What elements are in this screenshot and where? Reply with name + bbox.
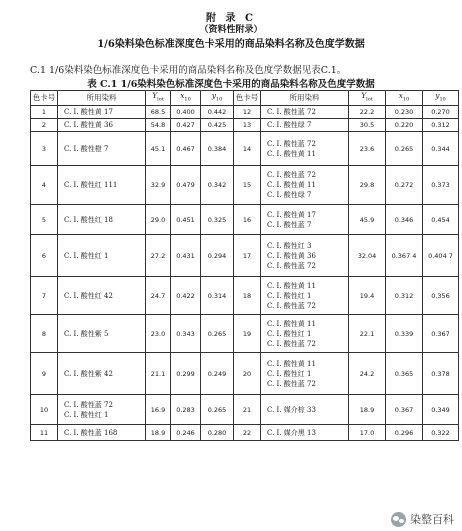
y10-value-cell: 0.373 xyxy=(423,166,459,205)
card-no-cell: 11 xyxy=(31,425,58,441)
dye-name: C. I. 酸性蓝 72 xyxy=(267,171,316,179)
table-row xyxy=(31,353,459,395)
watermark xyxy=(391,511,454,527)
y10-value-cell: 0.265 xyxy=(201,395,234,425)
x10-value-cell: 0.296 xyxy=(386,425,423,441)
header-y10-2: $y_{10}$ xyxy=(423,91,459,106)
y10-value-cell: 0.442 xyxy=(201,106,234,119)
y10-value-cell: 0.249 xyxy=(201,353,234,395)
y10-value-cell: 0.265 xyxy=(201,315,234,353)
dye-name: C. I. 酸性蓝 72 xyxy=(267,139,316,148)
dye-cell xyxy=(58,315,146,353)
x10-value-cell: 0.265 xyxy=(386,132,423,166)
Y-value-cell: 27.2 xyxy=(146,235,171,277)
x10-value-cell: 0.346 xyxy=(386,205,423,235)
dye-name: C. I. 酸性蓝 72 xyxy=(267,261,316,270)
dye-cell xyxy=(58,132,146,166)
card-no-cell: 9 xyxy=(31,353,58,395)
Y-value-cell: 22.1 xyxy=(349,315,386,353)
Y-value-cell: 32.9 xyxy=(146,166,171,205)
dye-name: C. I. 酸性黄 11 xyxy=(267,149,316,158)
dye-cell xyxy=(261,315,349,353)
header-dye: 所用染料 xyxy=(58,91,146,106)
x10-value-cell: 0.230 xyxy=(386,106,423,119)
table-row xyxy=(31,132,459,166)
x10-value-cell: 0.367 xyxy=(386,395,423,425)
Y-value-cell: 16.9 xyxy=(146,395,171,425)
dye-cell xyxy=(58,235,146,277)
table-caption: 表 C.1 1/6染料染色标准深度色卡采用的商品染料名称及色度学数据 xyxy=(87,79,375,90)
card-no-cell: 12 xyxy=(234,106,261,119)
dye-cell xyxy=(58,106,146,119)
card-no-cell: 21 xyxy=(234,395,261,425)
card-no-cell: 14 xyxy=(234,132,261,166)
table-row xyxy=(31,315,459,353)
x10-value-cell: 0.343 xyxy=(171,315,201,353)
dye-name: C. I. 酸性蓝 72 xyxy=(64,400,113,409)
y10-value-cell: 0.314 xyxy=(201,277,234,315)
dye-name: C. I. 酸性蓝 168 xyxy=(64,428,118,437)
header-x10-2: $x_{10}$ xyxy=(386,91,423,106)
y10-value-cell: 0.349 xyxy=(423,395,459,425)
card-no-cell: 6 xyxy=(31,235,58,277)
dye-cell xyxy=(58,166,146,205)
dye-cell xyxy=(261,277,349,315)
dye-name: C. I. 酸性蓝 7 xyxy=(267,220,312,229)
Y-value-cell: 21.1 xyxy=(146,353,171,395)
annex-title: 1/6染料染色标准深度色卡采用的商品染料名称及色度学数据 xyxy=(97,39,365,50)
watermark-text: 染整百科 xyxy=(410,513,454,526)
x10-value-cell: 0.312 xyxy=(386,277,423,315)
y10-value-cell: 0.312 xyxy=(423,119,459,132)
dye-name: C. I. 酸性红 1 xyxy=(64,410,109,419)
dye-name: C. I. 酸性红 18 xyxy=(64,215,113,224)
dye-cell xyxy=(261,425,349,441)
x10-value-cell: 0.467 xyxy=(171,132,201,166)
dye-cell xyxy=(58,395,146,425)
dye-name: C. I. 酸性绿 7 xyxy=(267,121,312,129)
x10-value-cell: 0.422 xyxy=(171,277,201,315)
annex-heading: 附 录 C xyxy=(206,13,256,24)
dye-name: C. I. 酸性红 1 xyxy=(267,291,312,300)
wechat-icon xyxy=(391,512,406,527)
y10-value-cell: 0.404 7 xyxy=(423,235,459,277)
card-no-cell: 8 xyxy=(31,315,58,353)
Y-value-cell: 30.5 xyxy=(349,119,386,132)
dye-name: C. I. 酸性黄 36 xyxy=(64,121,113,129)
y10-value-cell: 0.344 xyxy=(423,132,459,166)
header-Y: $Y_{lot}$ xyxy=(146,91,171,106)
dye-name: C. I. 酸性蓝 72 xyxy=(267,301,316,310)
x10-value-cell: 0.299 xyxy=(171,353,201,395)
x10-value-cell: 0.365 xyxy=(386,353,423,395)
dye-cell xyxy=(261,395,349,425)
dye-name: C. I. 酸性紫 42 xyxy=(64,369,113,378)
intro-paragraph: C.1 1/6染料染色标准深度色卡采用的商品染料名称及色度学数据见表C.1。 xyxy=(30,65,347,76)
dye-cell xyxy=(261,205,349,235)
table-row xyxy=(31,395,459,425)
Y-value-cell: 29.0 xyxy=(146,205,171,235)
dye-name: C. I. 酸性红 1 xyxy=(267,369,312,378)
Y-value-cell: 23.0 xyxy=(146,315,171,353)
header-card-no-2: 色卡号 xyxy=(234,91,261,106)
dye-name: C. I. 酸性黄 11 xyxy=(267,281,316,290)
x10-value-cell: 0.283 xyxy=(171,395,201,425)
card-no-cell: 10 xyxy=(31,395,58,425)
y10-value-cell: 0.454 xyxy=(423,205,459,235)
dye-name: C. I. 酸性红 1 xyxy=(267,329,312,338)
dye-cell xyxy=(58,277,146,315)
dye-cell xyxy=(58,353,146,395)
Y-value-cell: 54.8 xyxy=(146,119,171,132)
Y-value-cell: 24.7 xyxy=(146,277,171,315)
card-no-cell: 22 xyxy=(234,425,261,441)
dye-name: C. I. 酸性红 3 xyxy=(267,241,312,250)
header-dye-2: 所用染料 xyxy=(261,91,349,106)
y10-value-cell: 0.378 xyxy=(423,353,459,395)
Y-value-cell: 45.9 xyxy=(349,205,386,235)
table-row xyxy=(31,205,459,235)
Y-value-cell: 32.04 xyxy=(349,235,386,277)
Y-value-cell: 23.6 xyxy=(349,132,386,166)
y10-value-cell: 0.270 xyxy=(423,106,459,119)
x10-value-cell: 0.479 xyxy=(171,166,201,205)
dye-name: C. I. 酸性红 42 xyxy=(64,291,113,300)
card-no-cell: 15 xyxy=(234,166,261,205)
card-no-cell: 19 xyxy=(234,315,261,353)
dye-name: C. I. 酸性黄 17 xyxy=(64,108,113,116)
annex-nature: （资料性附录） xyxy=(199,25,263,35)
Y-value-cell: 29.8 xyxy=(349,166,386,205)
dye-name: C. I. 媒介黑 13 xyxy=(267,428,316,437)
dye-name: C. I. 酸性红 111 xyxy=(64,181,118,189)
table-header-row xyxy=(31,91,459,106)
card-no-cell: 7 xyxy=(31,277,58,315)
x10-value-cell: 0.272 xyxy=(386,166,423,205)
card-no-cell: 1 xyxy=(31,106,58,119)
dye-name: C. I. 酸性红 1 xyxy=(64,251,109,260)
Y-value-cell: 68.5 xyxy=(146,106,171,119)
header-y10: $y_{10}$ xyxy=(201,91,234,106)
table-row xyxy=(31,425,459,441)
header-Y-2: $Y_{lot}$ xyxy=(349,91,386,106)
x10-value-cell: 0.451 xyxy=(171,205,201,235)
y10-value-cell: 0.425 xyxy=(201,119,234,132)
card-no-cell: 16 xyxy=(234,205,261,235)
card-no-cell: 5 xyxy=(31,205,58,235)
y10-value-cell: 0.325 xyxy=(201,205,234,235)
dye-cell xyxy=(261,235,349,277)
table-row xyxy=(31,166,459,205)
dye-name: C. I. 酸性紫 5 xyxy=(64,329,109,338)
dye-cell xyxy=(58,205,146,235)
dye-cell xyxy=(261,119,349,132)
x10-value-cell: 0.400 xyxy=(171,106,201,119)
table-row xyxy=(31,235,459,277)
dye-name: C. I. 酸性绿 7 xyxy=(267,191,312,199)
dye-cell xyxy=(58,119,146,132)
x10-value-cell: 0.367 4 xyxy=(386,235,423,277)
x10-value-cell: 0.427 xyxy=(171,119,201,132)
dye-name: C. I. 酸性蓝 72 xyxy=(267,108,316,116)
y10-value-cell: 0.322 xyxy=(423,425,459,441)
x10-value-cell: 0.246 xyxy=(171,425,201,441)
table-row xyxy=(31,106,459,119)
Y-value-cell: 22.2 xyxy=(349,106,386,119)
dye-name: C. I. 酸性蓝 72 xyxy=(267,339,316,348)
y10-value-cell: 0.356 xyxy=(423,277,459,315)
card-no-cell: 13 xyxy=(234,119,261,132)
card-no-cell: 2 xyxy=(31,119,58,132)
dye-name: C. I. 酸性黄 17 xyxy=(267,210,316,219)
Y-value-cell: 18.9 xyxy=(146,425,171,441)
y10-value-cell: 0.280 xyxy=(201,425,234,441)
table-row xyxy=(31,277,459,315)
dye-name: C. I. 媒介棕 33 xyxy=(267,405,316,414)
dye-name: C. I. 酸性橙 7 xyxy=(64,144,109,153)
card-no-cell: 4 xyxy=(31,166,58,205)
Y-value-cell: 18.9 xyxy=(349,395,386,425)
dye-name: C. I. 酸性黄 36 xyxy=(267,251,316,260)
Y-value-cell: 19.4 xyxy=(349,277,386,315)
dye-name: C. I. 酸性黄 11 xyxy=(267,359,316,368)
card-no-cell: 17 xyxy=(234,235,261,277)
x10-value-cell: 0.431 xyxy=(171,235,201,277)
dye-cell xyxy=(261,132,349,166)
dye-name: C. I. 酸性黄 11 xyxy=(267,181,316,189)
x10-value-cell: 0.339 xyxy=(386,315,423,353)
y10-value-cell: 0.342 xyxy=(201,166,234,205)
card-no-cell: 3 xyxy=(31,132,58,166)
y10-value-cell: 0.367 xyxy=(423,315,459,353)
dye-name: C. I. 酸性蓝 72 xyxy=(267,379,316,388)
Y-value-cell: 24.2 xyxy=(349,353,386,395)
y10-value-cell: 0.294 xyxy=(201,235,234,277)
dye-cell xyxy=(261,353,349,395)
Y-value-cell: 17.0 xyxy=(349,425,386,441)
x10-value-cell: 0.220 xyxy=(386,119,423,132)
dye-name: C. I. 酸性黄 11 xyxy=(267,319,316,328)
dye-cell xyxy=(261,106,349,119)
header-card-no: 色卡号 xyxy=(31,91,58,106)
card-no-cell: 20 xyxy=(234,353,261,395)
dye-cell xyxy=(58,425,146,441)
dye-data-table xyxy=(30,90,459,441)
card-no-cell: 18 xyxy=(234,277,261,315)
header-x10: $x_{10}$ xyxy=(171,91,201,106)
table-row xyxy=(31,119,459,132)
dye-cell xyxy=(261,166,349,205)
y10-value-cell: 0.384 xyxy=(201,132,234,166)
Y-value-cell: 45.1 xyxy=(146,132,171,166)
